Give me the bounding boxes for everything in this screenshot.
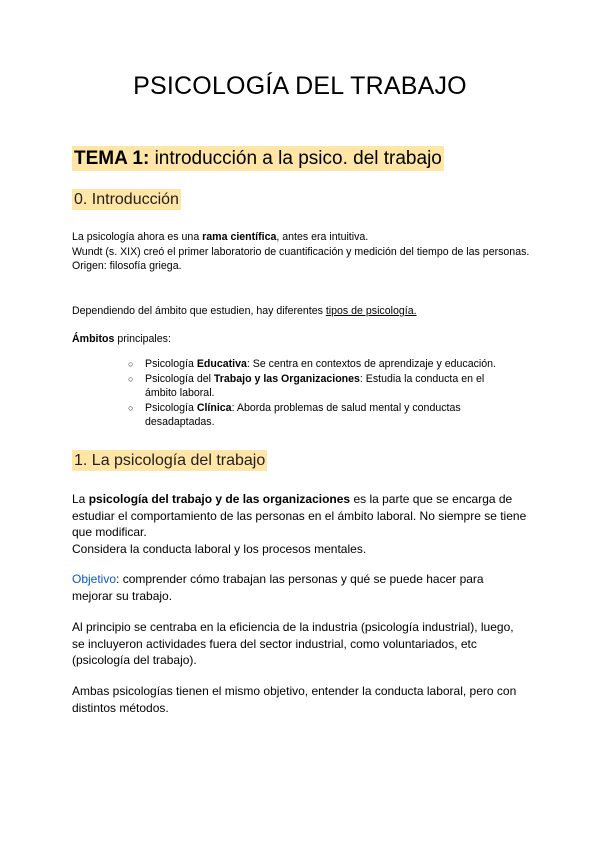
circle-bullet-icon: ○: [128, 373, 134, 384]
section-1-heading: 1. La psicología del trabajo: [74, 452, 266, 469]
circle-bullet-icon: ○: [128, 359, 134, 369]
ambito-line: Dependiendo del ámbito que estudien, hay diferentes tipos de psicología.: [72, 305, 417, 317]
ambitos-label: Ámbitos principales:: [72, 333, 171, 345]
intro-line-1: La psicología ahora es una rama científica, antes era intuitiva.: [72, 231, 369, 243]
tema-heading: [72, 146, 444, 171]
section-1-para-1: La psicología del trabajo y de las organizaciones es la parte que se encarga de estudiar el comportamiento de las personas en el ámbito laboral. No siempre se tiene que modificar. Considera la conducta laboral y los procesos mentales.: [72, 492, 527, 556]
tema-title: introducción a la psico. del trabajo: [149, 148, 442, 169]
ambitos-list: [128, 357, 518, 430]
list-item: ○ Psicología Educativa: Se centra en contextos de aprendizaje y educación.: [128, 358, 496, 370]
circle-bullet-icon: ○: [128, 402, 134, 413]
document-title: PSICOLOGÍA DEL TRABAJO: [133, 72, 467, 100]
section-0-intro: [72, 230, 532, 274]
tipos-link[interactable]: tipos de psicología.: [325, 305, 417, 317]
list-item: ○ Psicología del Trabajo y las Organizaciones: Estudia la conducta en el ámbito laboral.: [128, 372, 485, 399]
tema-number: TEMA 1:: [74, 148, 150, 169]
section-1-para-3: Al principio se centraba en la eficiencia de la industria (psicología industrial), luego, se incluyeron actividades fuera del sector industrial, como voluntariados, etc (psicología del trabajo).: [72, 620, 514, 667]
intro-line-3: Origen: filosofía griega.: [72, 260, 182, 272]
section-1-para-1b: Considera la conducta laboral y los procesos mentales.: [72, 541, 367, 556]
section-0-heading: 0. Introducción: [74, 191, 179, 208]
objetivo-paragraph: Objetivo: comprender cómo trabajan las personas y qué se puede hacer para mejorar su trabajo.: [72, 572, 484, 603]
list-item: ○ Psicología Clínica: Aborda problemas de salud mental y conductas desadaptadas.: [128, 401, 461, 428]
intro-line-2: Wundt (s. XIX) creó el primer laboratorio de cuantificación y medición del tiempo de las personas.: [72, 245, 530, 258]
objetivo-label: Objetivo: [72, 572, 117, 586]
section-1-para-4: Ambas psicologías tienen el mismo objetivo, entender la conducta laboral, pero con distintos métodos.: [72, 684, 517, 715]
